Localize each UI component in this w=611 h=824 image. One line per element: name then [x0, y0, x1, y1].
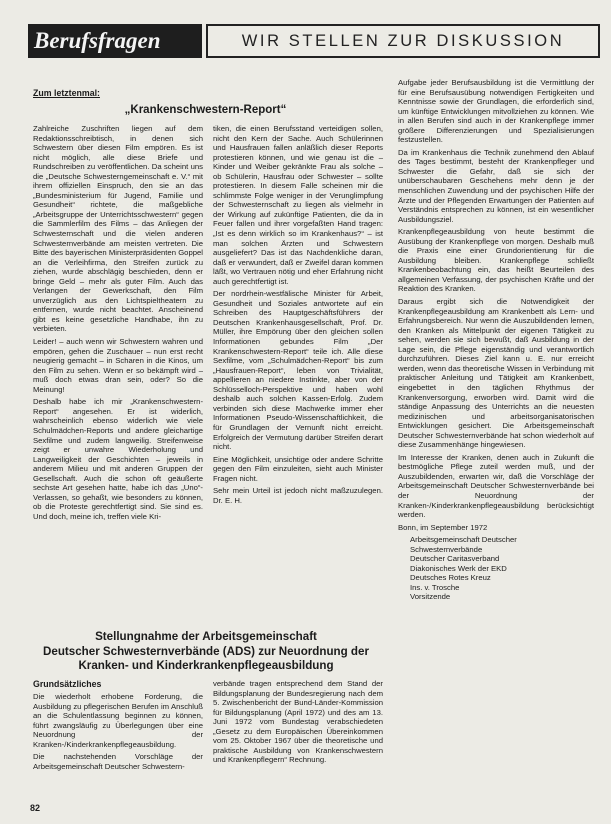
paragraph: Leider! – auch wenn wir Schwestern wahren und empören, gehen die Zuschauer – nun erst recht neugierig gemacht – in Scharen in die Kinos, um den Film zu sehen. Wenn er so bekämpft wird – muß doch etwas dran sein, oder? So die Meinung!: [33, 337, 203, 394]
signatory: Vorsitzende: [410, 592, 451, 602]
paragraph: Der nordrhein-westfälische Minister für Arbeit, Gesundheit und Soziales antwortete auf ein Schreiben des Hauptgeschäftsführers der Deutschen Krankenhausgesellschaft, Prof. Dr. Müller, ihre Empörung über den gleichen sollen Informationen gebundes Film „Der Krankenschwestern-Report“ teile ich. Alle diese Sexfilme, vom „Schulmädchen-Report“ bis zum „Hausfrauen-Report“, leben von Trivialität, appellieren an niedere Instinkte, aber von der Schlüsselloch-Perspektive und haben wohl deshalb auch solchen Kassen-Erfolg. Zudem verbinden sich diese Machwerke immer eher Informationen Pseudo-Wissenschaftlichkeit, die für Grundlagen der Vernunft nicht erreicht. Erfolgreich der Vermutung darüber Streifen derart nicht.: [213, 289, 383, 452]
signatory: Deutscher Caritasverband: [410, 554, 500, 564]
paragraph: verbände tragen entsprechend dem Stand der Bildungsplanung der Bundesregierung nach dem 5. Zwischenbericht der Bund-Länder-Kommission für Bildungsplanung (April 1972) und des am 13. Juni 1972 vom Bundestag verabschiedeten „Gesetz zu dem Europäischen Übereinkommen vom 25. Oktober 1967 über die theoretische und praktische Ausbildung von Krankenschwestern und Krankenpflegern“ Rechnung.: [213, 679, 383, 765]
paragraph: Krankenpflegeausbildung von heute bestimmt die Ausübung der Krankenpflege von morgen. Deshalb muß die Praxis eine einer Grundorientierung für die Ausbildung bleiben. Krankenpflege schließt Krankenbeobachtung ein, das heißt Beurteilen des allgemeinen Verfassung, der psychischen Kräfte und der Reaktion des Kranken.: [398, 227, 594, 294]
signatory-list: [398, 535, 594, 602]
signatory: Diakonisches Werk der EKD: [410, 563, 507, 573]
paragraph: Da im Krankenhaus die Technik zunehmend den Ablauf des Tages bestimmt, besteht der Krankenpfleger und Schwester die Gefahr, daß sie sich der unüberschaubaren Geschehens mehr denn je der menschlichen Zuwendung und der psychischen Hilfe der Ärzte und der Pflegenden Erwartungen der Patienten auf Verständnis entsprechen zu können, ist ein wesentlicher Ausbildungsziel.: [398, 147, 594, 224]
signatory: Deutsches Rotes Kreuz: [410, 573, 491, 583]
signature-line: Sehr mein Urteil ist jedoch nicht maßzuzulegen. Dr. E. H.: [213, 486, 383, 505]
paragraph: Die wiederholt erhobene Forderung, die Ausbildung zu pflegerischen Berufen im Anschluß an die Schulentlassung beginnen zu können, führt zwangsläufig zu Überlegungen über eine Neuordnung der Kranken-/Kinderkrankenpflegeausbildung.: [33, 692, 203, 749]
statement-subhead: Grundsätzliches: [33, 679, 102, 689]
paragraph: Im Interesse der Kranken, denen auch in Zukunft die bestmögliche Pflege zuteil werden muß, und der Auszubildenden, erwarten wir, daß die Vorschläge der Arbeitsgemeinschaft Deutscher Schwesternverbände bei der Neuordnung der Kranken-/Kinderkrankenpflegeausbildung berücksichtigt werden.: [398, 452, 594, 520]
page-number: 82: [30, 803, 41, 813]
statement-title: [28, 630, 384, 674]
paragraph: Deshalb habe ich mir „Krankenschwestern-Report“ angesehen. Er ist widerlich, wahrscheinlich ebenso widerlich wie viele Schulmädchen-Reports und andere gleichartige Sexfilme und zudem langweilig. Streifenweise zeigt er unwahre Wiederholung und Langweiligkeit der Geschichten – jeweils in anderem Milieu und mit anderen Gruppen der Gesellschaft. Auch die schon oft geäußerte sechste Art gesehen hatte, habe ich das „Uno“-Verlassen, so gehaßt, wie besonders zu können, ob die Proteste gerechtfertigt sind. Sie sind es. Und doch, meine ich, treffen viele Kri-: [33, 397, 203, 521]
paragraph: Aufgabe jeder Berufsausbildung ist die Vermittlung der für eine Berufsausübung notwendigen Fertigkeiten und Kenntnisse sowie der Grundlagen, die erforderlich sind, um künftige Entwicklungen mitvollziehen zu können. Wie in allen Berufen sind auch in der Krankenpflege immer größere Differenzierungen und Spezialisierungen festzustellen.: [398, 78, 594, 145]
article-column-2: [213, 124, 383, 612]
paragraph: Eine Möglichkeit, unsichtige oder andere Schritte gegen den Film einzuleiten, sieht auch Minister Fragen nicht.: [213, 454, 383, 483]
statement-column-2: [213, 679, 383, 797]
signatory: Arbeitsgemeinschaft Deutscher: [410, 535, 517, 545]
paragraph: Die nachstehenden Vorschläge der Arbeitsgemeinschaft Deutscher Schwestern-: [33, 752, 203, 771]
article-column-3: [398, 78, 594, 768]
article-column-1: [33, 124, 203, 612]
signatory: Schwesternverbände: [410, 544, 483, 554]
paragraph: Daraus ergibt sich die Notwendigkeit der Krankenpflegeausbildung am Krankenbett als Lern- und Erfahrungsbereich. Nur wenn die Auszubildenden lernen, den Kranken als Mittelpunkt der eigenen Tätigkeit zu sehen, werden sie sich bewußt, daß Ausbildung in der Lage sein, die Pflege eigenständig und verantwortlich durchzuführen. Dieses Ziel kann u. E. nur erreicht werden, wenn das theoretische Wissen in Verbindung mit praktischer Anleitung und Tätigkeit am Krankenbett, eingebettet in den täglichen Rhythmus der Krankenversorgung, erworben wird. Damit wird die ständige Anpassung des Unterrichts an die neuesten medizinischen und arbeitsorganisatorischen Entwicklungen gesichert. Die Arbeitsgemeinschaft Deutscher Schwesternverbände hat schon wiederholt auf diese Zusammenhänge hingewiesen.: [398, 297, 594, 450]
article-headline: „Krankenschwestern-Report“: [124, 104, 287, 116]
section-rubric: Berufsfragen: [28, 24, 202, 58]
discussion-banner: WIR STELLEN ZUR DISKUSSION: [206, 24, 600, 58]
paragraph: Zahlreiche Zuschriften liegen auf dem Redaktionsschreibtisch, in denen sich Schwestern über diesen Film empören. Es ist nicht möglich, alle diese Briefe und Rundschreiben zu veröffentlichen. Da scheint uns die „Deutsche Schwesterngemeinschaft e. V.“ mit ihrem offiziellen Einspruch, den sie an das „Bundesministerium für Jugend, Familie und Gesundheit“ richtete, die maßgebliche „Arbeitsgruppe der Unterrichtsschwestern“ gegen die Sammlerfilm des Films – das Anliegen der Schwesternschaft und die vielen anderen Schwesternverbände am meisten vertreten. Die Bitte des bayerischen Ministerpräsidenten Goppel an die Verleihfirma, den Streifen zurück zu ziehen, wurde abschlägig beschieden, denn er bringe Geld – mehr als guter Film. Auch das Verlangen der Gewerkschaft, den Film unverzüglich aus den Lichtspieltheatern zu entfernen, wurde nicht beachtet. Anscheinend gibt es keine gesetzliche Handhabe, ihn zu verbieten.: [33, 124, 203, 334]
statement-title-line: Deutscher Schwesternverbände (ADS) zur Neuordnung der: [43, 644, 369, 658]
article-kicker: Zum letztenmal:: [33, 88, 100, 98]
dateline: Bonn, im September 1972: [398, 522, 488, 532]
statement-title-line: Stellungnahme der Arbeitsgemeinschaft: [95, 630, 317, 643]
statement-column-1: [33, 692, 203, 798]
statement-title-line: Kranken- und Kinderkrankenpflegeausbildung: [78, 659, 334, 673]
paragraph: tiken, die einen Berufsstand verteidigen sollen, nicht den Kern der Sache. Auch Schülerinnen und Hausfrauen fallen anläßlich dieser Reports protestieren können, und wie genau ist die – Kinder und Weiber gekränkte Frau als solche – ob Schülerin, Hausfrau oder Schwester – sollte protestieren. In diesem Falle scheinen mir die schlimmste Folge weniger in der Verunglimpfung der Schwesternschaft zu liegen als vielmehr in der Wirkung auf zukünftige Patienten, die da in Feuer fallen und ihrer vorgefaßten Hand tragen: „Ist es denn wirklich so im Krankenhaus?“ – ist man solchen Ärzten und Schwestern ausgeliefert? Das ist das Nachdenkliche daran, daß er verwundert, daß er Zweifel daran kommen läßt, wo Vertrauen nötig und eher Erfahrung nicht auch gerechtfertigt ist.: [213, 124, 383, 286]
signatory: Ins. v. Trosche: [410, 582, 460, 592]
